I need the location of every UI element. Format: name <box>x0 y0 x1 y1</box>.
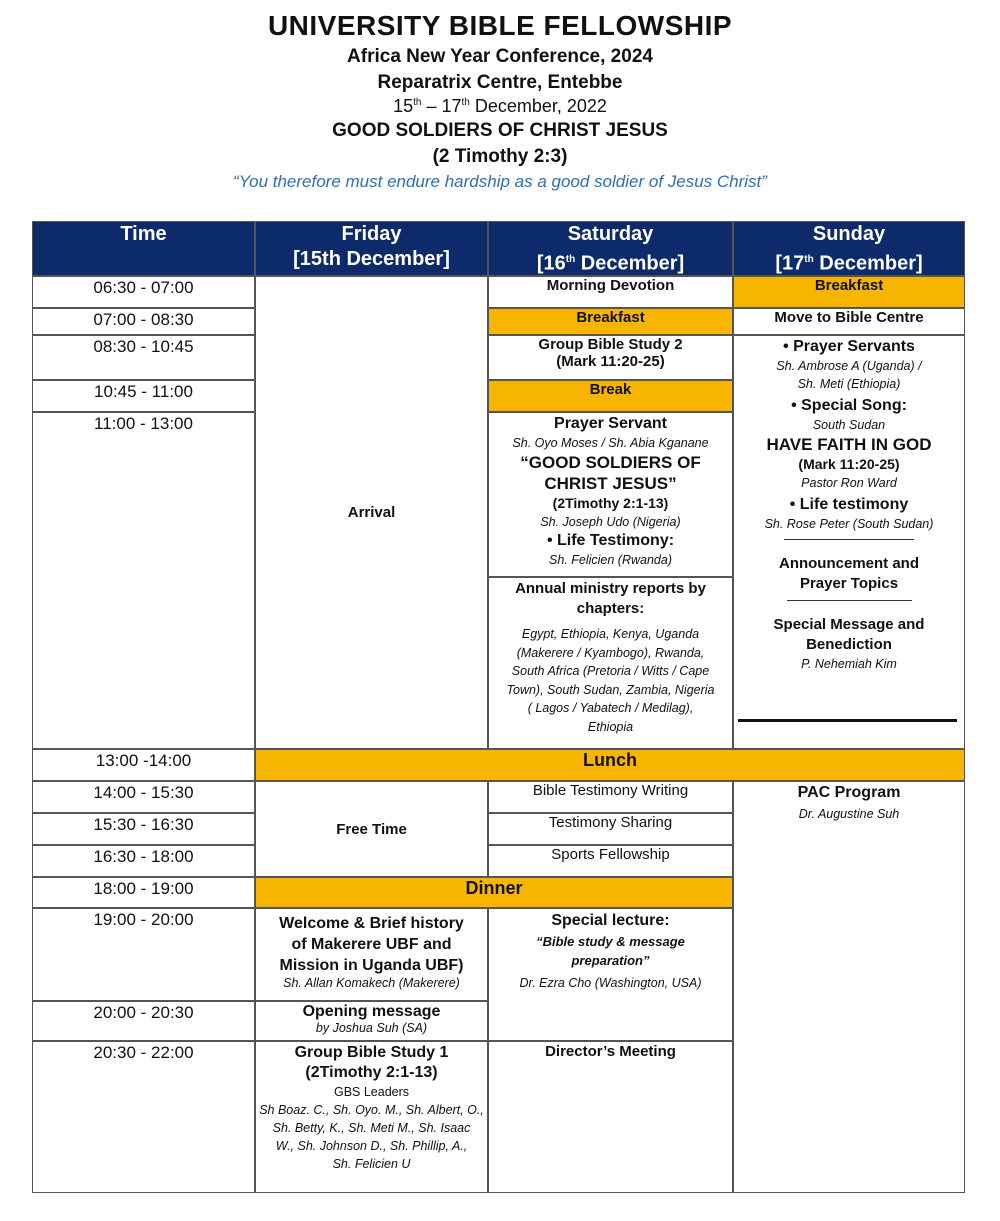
divider <box>787 600 912 601</box>
theme-quote: “You therefore must endure hardship as a good soldier of Jesus Christ” <box>233 172 767 191</box>
friday-arrival: Arrival <box>255 276 488 749</box>
divider <box>784 539 914 540</box>
sunday-worship-service: • Prayer Servants Sh. Ambrose A (Uganda) / Sh. Meti (Ethiopia) • Special Song: South Sudan HAVE FAITH IN GOD (Mark 11:20-25) Pastor Ron Ward • Life testimony Sh. Rose Peter (South Sudan) Announcement and Prayer Topics Special Message and Benediction P. Nehemiah Kim <box>733 335 965 749</box>
column-header-time: Time <box>32 221 255 276</box>
friday-group-bible-study: Group Bible Study 1 (2Timothy 2:1-13) GBS Leaders Sh Boaz. C., Sh. Oyo. M., Sh. Albert, O., Sh. Betty, K., Sh. Meti M., Sh. Isaac W., Sh. Johnson D., Sh. Phillip, A., Sh. Felicien U <box>255 1041 488 1193</box>
saturday-annual-reports: Annual ministry reports by chapters: Egypt, Ethiopia, Kenya, Uganda (Makerere / Kyambogo), Rwanda, South Africa (Pretoria / Witts / Cape Town), South Sudan, Zambia, Nigeria ( Lagos / Yabatech / Medilag), Ethiopia <box>488 577 733 749</box>
time-slot: 20:00 - 20:30 <box>32 1001 255 1041</box>
time-slot: 18:00 - 19:00 <box>32 877 255 908</box>
sunday-pac-program: PAC Program Dr. Augustine Suh <box>733 781 965 1193</box>
friday-free-time: Free Time <box>255 781 488 877</box>
column-header-saturday: Saturday [16th December] <box>488 221 733 276</box>
theme-reference: (2 Timothy 2:3) <box>432 146 568 167</box>
time-slot: 08:30 - 10:45 <box>32 335 255 380</box>
time-slot: 07:00 - 08:30 <box>32 308 255 335</box>
saturday-testimony-sharing: Testimony Sharing <box>488 813 733 845</box>
saturday-special-lecture: Special lecture: “Bible study & message preparation” Dr. Ezra Cho (Washington, USA) <box>488 908 733 1041</box>
saturday-break: Break <box>488 380 733 412</box>
column-header-sunday: Sunday [17th December] <box>733 221 965 276</box>
venue: Reparatrix Centre, Entebbe <box>377 72 623 93</box>
time-slot: 10:45 - 11:00 <box>32 380 255 412</box>
friday-opening-message: Opening message by Joshua Suh (SA) <box>255 1001 488 1041</box>
lunch-row: Lunch <box>255 749 965 781</box>
time-slot: 15:30 - 16:30 <box>32 813 255 845</box>
sunday-move-to-bible-centre: Move to Bible Centre <box>733 308 965 335</box>
sunday-end-rule <box>738 719 957 722</box>
time-slot: 14:00 - 15:30 <box>32 781 255 813</box>
dinner-row: Dinner <box>255 877 733 908</box>
saturday-sports-fellowship: Sports Fellowship <box>488 845 733 877</box>
conference-name: Africa New Year Conference, 2024 <box>347 46 653 67</box>
sunday-breakfast: Breakfast <box>733 276 965 308</box>
saturday-message-session: Prayer Servant Sh. Oyo Moses / Sh. Abia Kganane “GOOD SOLDIERS OF CHRIST JESUS” (2Timothy 2:1-13) Sh. Joseph Udo (Nigeria) • Life Testimony: Sh. Felicien (Rwanda) <box>488 412 733 577</box>
saturday-group-bible-study: Group Bible Study 2 (Mark 11:20-25) <box>488 335 733 380</box>
theme-title: GOOD SOLDIERS OF CHRIST JESUS <box>332 120 668 141</box>
time-slot: 20:30 - 22:00 <box>32 1041 255 1193</box>
saturday-bible-testimony-writing: Bible Testimony Writing <box>488 781 733 813</box>
friday-welcome: Welcome & Brief history of Makerere UBF and Mission in Uganda UBF) Sh. Allan Komakech (Makerere) <box>255 908 488 1001</box>
conference-dates: 15th – 17th December, 2022 <box>393 96 607 116</box>
time-slot: 19:00 - 20:00 <box>32 908 255 1001</box>
saturday-breakfast: Breakfast <box>488 308 733 335</box>
column-header-friday: Friday [15th December] <box>255 221 488 276</box>
time-slot: 11:00 - 13:00 <box>32 412 255 749</box>
time-slot: 13:00 -14:00 <box>32 749 255 781</box>
saturday-morning-devotion: Morning Devotion <box>488 276 733 308</box>
time-slot: 16:30 - 18:00 <box>32 845 255 877</box>
saturday-directors-meeting: Director’s Meeting <box>488 1041 733 1193</box>
document-title: UNIVERSITY BIBLE FELLOWSHIP <box>267 10 733 41</box>
time-slot: 06:30 - 07:00 <box>32 276 255 308</box>
